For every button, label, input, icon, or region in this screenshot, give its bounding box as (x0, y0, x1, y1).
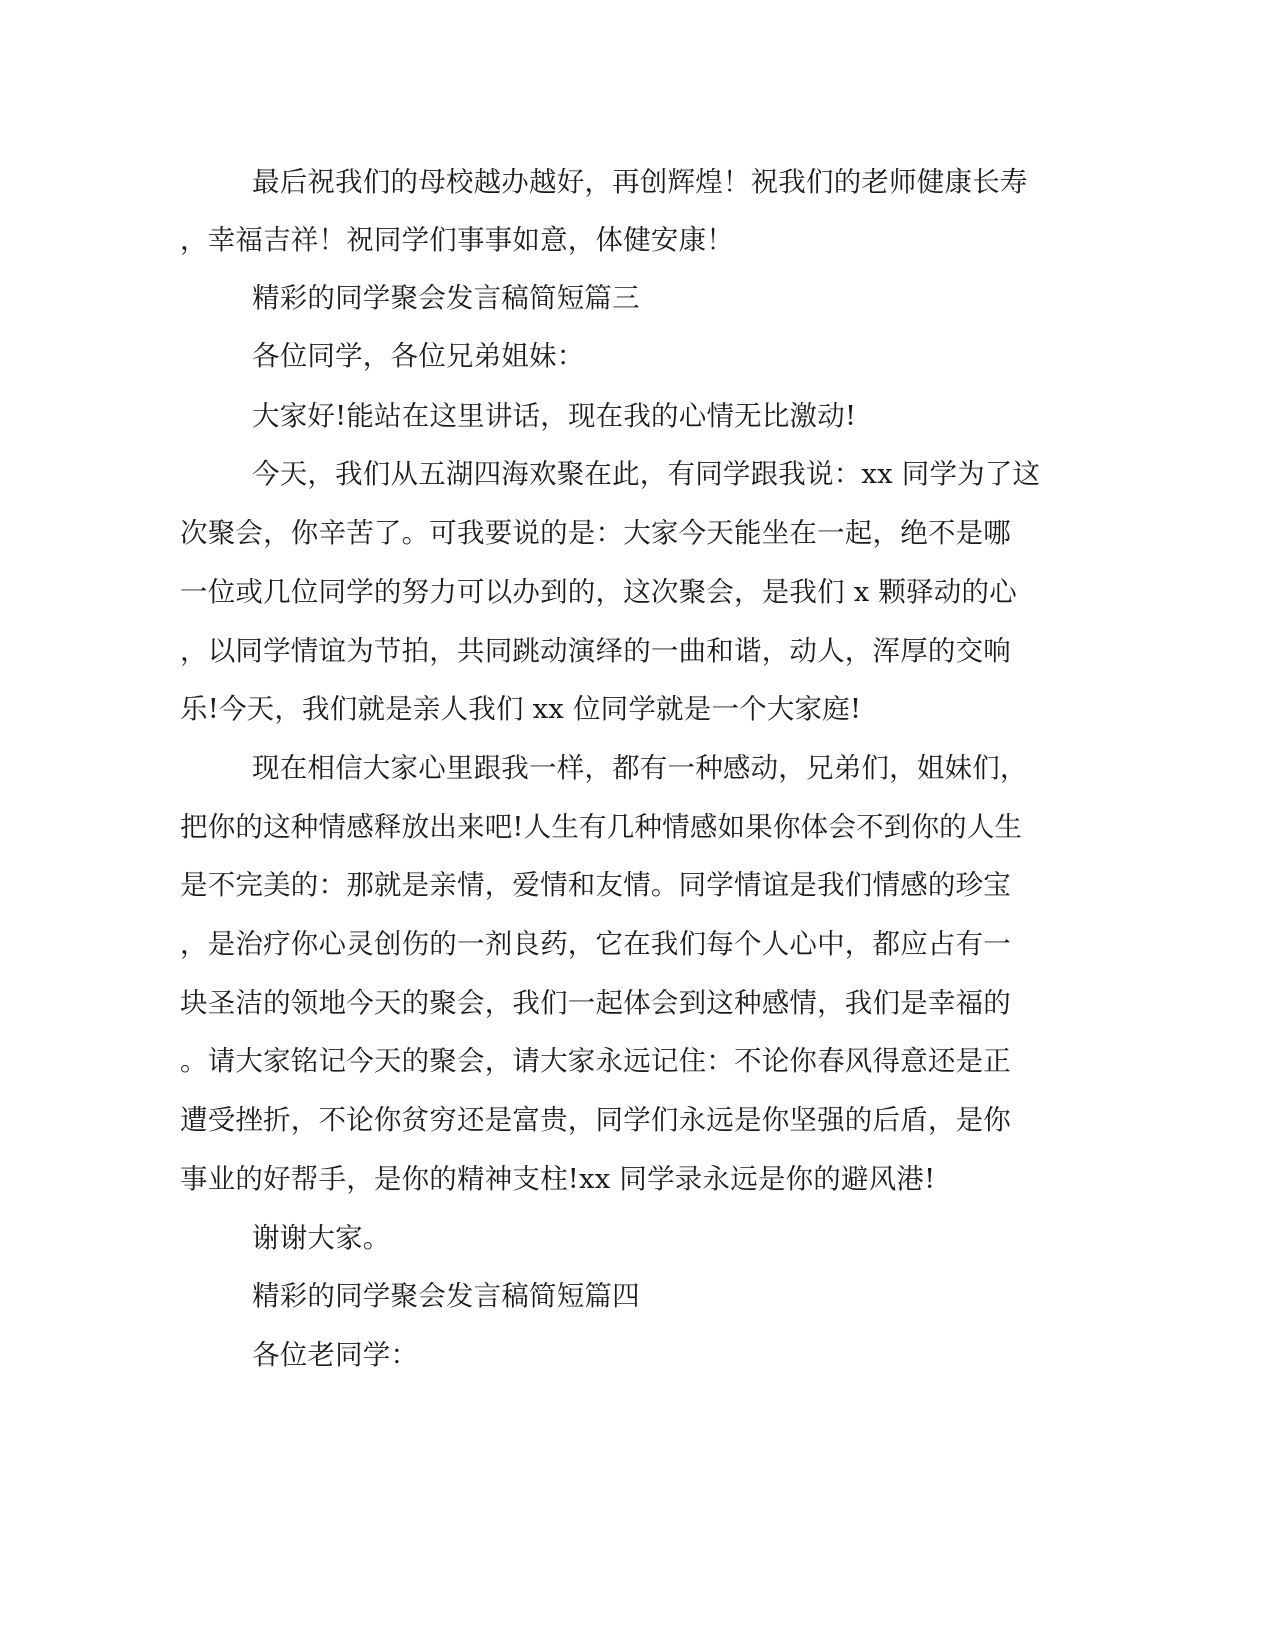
paragraph-line: ，以同学情谊为节拍，共同跳动演绎的一曲和谐，动人，浑厚的交响 (180, 635, 1011, 667)
paragraph-line: ，是治疗你心灵创伤的一剂良药，它在我们每个人心中，都应占有一 (180, 928, 1011, 960)
salutation: 各位老同学： (252, 1339, 419, 1371)
paragraph-line: 遭受挫折，不论你贫穷还是富贵，同学们永远是你坚强的后盾，是你 (180, 1104, 1011, 1136)
paragraph-line: ，幸福吉祥！祝同学们事事如意，体健安康！ (180, 224, 734, 256)
section-heading: 精彩的同学聚会发言稿简短篇四 (252, 1280, 640, 1312)
paragraph-line: 。请大家铭记今天的聚会，请大家永远记住：不论你春风得意还是正 (180, 1045, 1011, 1077)
paragraph-line: 谢谢大家。 (252, 1222, 391, 1254)
paragraph-line: 事业的好帮手，是你的精神支柱!xx 同学录永远是你的避风港! (180, 1163, 936, 1195)
paragraph-line: 最后祝我们的母校越办越好，再创辉煌！祝我们的老师健康长寿 (252, 166, 1028, 198)
paragraph-line: 块圣洁的领地今天的聚会，我们一起体会到这种感情，我们是幸福的 (180, 987, 1011, 1019)
paragraph-line: 一位或几位同学的努力可以办到的，这次聚会，是我们 x 颗驿动的心 (180, 576, 1017, 608)
paragraph-line: 大家好!能站在这里讲话，现在我的心情无比激动! (252, 400, 857, 432)
section-heading: 精彩的同学聚会发言稿简短篇三 (252, 282, 640, 314)
paragraph-line: 把你的这种情感释放出来吧!人生有几种情感如果你体会不到你的人生 (180, 811, 1023, 843)
salutation: 各位同学，各位兄弟姐妹： (252, 340, 585, 372)
paragraph-line: 次聚会，你辛苦了。可我要说的是：大家今天能坐在一起，绝不是哪 (180, 517, 1011, 549)
paragraph-line: 是不完美的：那就是亲情，爱情和友情。同学情谊是我们情感的珍宝 (180, 869, 1011, 901)
paragraph-line: 今天，我们从五湖四海欢聚在此，有同学跟我说：xx 同学为了这 (252, 458, 1041, 490)
paragraph-line: 乐!今天，我们就是亲人我们 xx 位同学就是一个大家庭! (180, 693, 862, 725)
paragraph-line: 现在相信大家心里跟我一样，都有一种感动，兄弟们，姐妹们， (252, 752, 1028, 784)
